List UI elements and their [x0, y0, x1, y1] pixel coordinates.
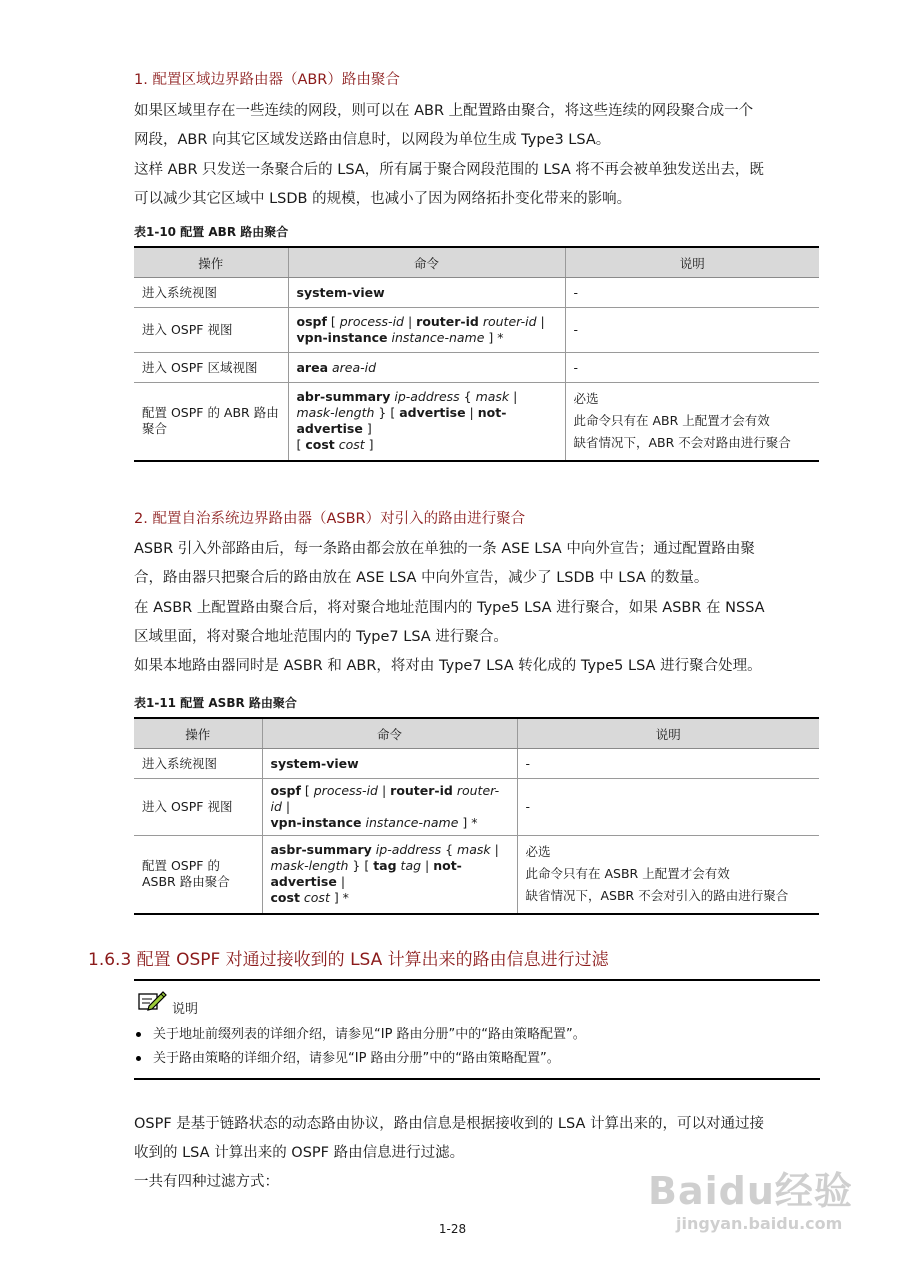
cmd-syntax: | — [377, 783, 391, 798]
operation-cell: 进入 OSPF 区域视图 — [134, 353, 288, 383]
section-heading-filter: 1.6.3 配置 OSPF 对通过接收到的 LSA 计算出来的路由信息进行过滤 — [88, 950, 609, 970]
desc-line: 此命令只有在 ABR 上配置才会有效 — [573, 413, 770, 429]
cmd-keyword: cost — [305, 437, 335, 453]
cmd-argument: mask — [457, 842, 491, 858]
command-cell — [288, 353, 565, 383]
cmd-syntax: ] * — [458, 815, 478, 830]
divider — [134, 1078, 820, 1080]
cmd-syntax: } [ — [348, 858, 374, 874]
cmd-syntax: | — [281, 799, 291, 814]
paragraph — [134, 594, 765, 652]
cmd-keyword: tag — [373, 858, 397, 874]
cmd-argument: ip-address — [394, 389, 460, 405]
description-cell: - — [517, 779, 819, 836]
cmd-keyword: asbr-summary — [270, 842, 372, 858]
cmd-syntax: ] — [362, 421, 372, 437]
paragraph — [134, 97, 753, 155]
paragraph — [134, 1168, 279, 1197]
bullet-dot — [136, 1056, 141, 1061]
table-caption: 表1-11 配置 ASBR 路由聚合 — [134, 696, 297, 710]
asbr-summary-table — [134, 717, 819, 915]
note-icon — [137, 988, 169, 1014]
cmd-argument: mask-length — [296, 405, 375, 421]
cmd-argument: tag — [400, 858, 422, 874]
command-cell — [288, 278, 565, 308]
text-line: 可以减少其它区域中 LSDB 的规模，也减小了因为网络拓扑变化带来的影响。 — [134, 191, 632, 207]
cmd-keyword: vpn-instance — [296, 330, 388, 345]
table-row — [134, 836, 819, 914]
text-line: 一共有四种过滤方式： — [134, 1174, 279, 1190]
note-title: 说明 — [172, 1002, 199, 1017]
cmd-syntax: { — [441, 842, 458, 858]
cmd-keyword: not-advertise — [270, 858, 462, 890]
text-line: 如果本地路由器同时是 ASBR 和 ABR，将对由 Type7 LSA 转化成的 Type5 LSA 进行聚合处理。 — [134, 658, 762, 674]
cmd-keyword: router-id — [416, 314, 479, 329]
text-line: OSPF 是基于链路状态的动态路由协议，路由信息是根据接收到的 LSA 计算出来的，可以对通过接 — [134, 1116, 764, 1132]
table-header-row — [134, 247, 819, 278]
cmd-keyword: vpn-instance — [270, 815, 362, 830]
cmd-keyword: router-id — [390, 783, 453, 798]
cmd-keyword: ospf — [270, 783, 301, 798]
cmd-syntax: ] * — [484, 330, 504, 345]
desc-line: 必选 — [525, 844, 551, 860]
command-cell — [262, 779, 517, 836]
text-line: 合，路由器只把聚合后的路由放在 ASE LSA 中向外宣告，减少了 LSDB 中 LSA 的数量。 — [134, 570, 709, 586]
watermark-logo: Baidu经验 — [648, 1169, 853, 1213]
cmd-keyword: abr-summary — [296, 389, 391, 405]
desc-line: 缺省情况下，ASBR 不会对引入的路由进行聚合 — [525, 888, 789, 904]
bullet-dot — [136, 1032, 141, 1037]
cmd-syntax: } [ — [374, 405, 400, 421]
desc-line: 必选 — [573, 391, 599, 407]
description-cell — [517, 836, 819, 914]
section-heading-abr: 1. 配置区域边界路由器（ABR）路由聚合 — [134, 72, 400, 88]
text-line: ASBR 引入外部路由后，每一条路由都会放在单独的一条 ASE LSA 中向外宣告；通过配置路由聚 — [134, 541, 755, 557]
header-command: 命令 — [288, 247, 565, 278]
description-cell: - — [517, 749, 819, 779]
cmd-keyword: advertise — [399, 405, 466, 421]
table-caption: 表1-10 配置 ABR 路由聚合 — [134, 225, 289, 239]
text-line: 网段，ABR 向其它区域发送路由信息时，以网段为单位生成 Type3 LSA。 — [134, 132, 611, 148]
header-operation: 操作 — [134, 718, 262, 749]
cmd-syntax: [ — [326, 314, 340, 329]
cmd-syntax: | — [490, 842, 499, 858]
cmd-syntax: [ — [296, 437, 306, 453]
table-row — [134, 308, 819, 353]
section-heading-asbr: 2. 配置自治系统边界路由器（ASBR）对引入的路由进行聚合 — [134, 511, 526, 527]
cmd-keyword: not-advertise — [296, 405, 507, 437]
text-line: 收到的 LSA 计算出来的 OSPF 路由信息进行过滤。 — [134, 1145, 465, 1161]
desc-line: 此命令只有在 ASBR 上配置才会有效 — [525, 866, 730, 882]
cmd-syntax: [ — [300, 783, 314, 798]
cmd-argument: mask — [475, 389, 510, 405]
cmd-syntax: | — [421, 858, 434, 874]
operation-cell: 配置 OSPF 的 ABR 路由聚合 — [134, 383, 288, 461]
table-row — [134, 278, 819, 308]
cmd-argument: cost — [338, 437, 365, 453]
list-item — [136, 1023, 586, 1047]
cmd-argument: instance-name — [365, 815, 459, 830]
header-operation: 操作 — [134, 247, 288, 278]
cmd-argument: router-id — [270, 783, 500, 814]
abr-summary-table — [134, 246, 819, 462]
cmd-syntax: { — [459, 389, 476, 405]
table-row — [134, 749, 819, 779]
bullet-text: 关于地址前缀列表的详细介绍，请参见“IP 路由分册”中的“路由策略配置”。 — [153, 1027, 586, 1042]
cmd-argument: cost — [303, 890, 330, 906]
description-cell: - — [565, 353, 819, 383]
cmd-keyword: area — [296, 359, 329, 375]
text-line: 在 ASBR 上配置路由聚合后，将对聚合地址范围内的 Type5 LSA 进行聚合，如果 ASBR 在 NSSA — [134, 600, 765, 616]
paragraph — [134, 156, 764, 214]
paragraph — [134, 652, 762, 681]
header-command: 命令 — [262, 718, 517, 749]
cmd-argument: ip-address — [375, 842, 442, 858]
operation-cell: 进入 OSPF 视图 — [134, 308, 288, 353]
desc-line: 缺省情况下，ABR 不会对路由进行聚合 — [573, 435, 791, 451]
header-description: 说明 — [565, 247, 819, 278]
operation-cell: 配置 OSPF 的 ASBR 路由聚合 — [134, 836, 262, 914]
divider — [134, 979, 820, 981]
table-row — [134, 353, 819, 383]
command-cell — [262, 836, 517, 914]
cmd-argument: process-id — [339, 314, 404, 329]
operation-cell: 进入系统视图 — [134, 278, 288, 308]
cmd-syntax: | — [403, 314, 417, 329]
operation-cell: 进入系统视图 — [134, 749, 262, 779]
cmd-argument: mask-length — [270, 858, 349, 874]
header-description: 说明 — [517, 718, 819, 749]
bullet-text: 关于路由策略的详细介绍，请参见“IP 路由分册”中的“路由策略配置”。 — [153, 1051, 560, 1066]
cmd-keyword: system-view — [270, 755, 359, 771]
command-cell — [288, 308, 565, 353]
description-cell: - — [565, 308, 819, 353]
table-row — [134, 383, 819, 461]
cmd-syntax: ] — [364, 437, 374, 453]
cmd-syntax: | — [536, 314, 545, 329]
watermark-url: jingyan.baidu.com — [676, 1214, 843, 1233]
command-cell — [262, 749, 517, 779]
paragraph — [134, 535, 755, 593]
cmd-argument: instance-name — [391, 330, 485, 345]
cmd-syntax: | — [336, 874, 346, 890]
table-header-row — [134, 718, 819, 749]
table-row — [134, 779, 819, 836]
description-cell — [565, 383, 819, 461]
cmd-syntax: | — [509, 389, 518, 405]
command-cell — [288, 383, 565, 461]
text-line: 区域里面，将对聚合地址范围内的 Type7 LSA 进行聚合。 — [134, 629, 508, 645]
description-cell: - — [565, 278, 819, 308]
cmd-syntax: * — [338, 890, 349, 906]
cmd-syntax: ] — [329, 890, 339, 906]
text-line: 如果区域里存在一些连续的网段，则可以在 ABR 上配置路由聚合，将这些连续的网段聚合成一个 — [134, 103, 754, 119]
cmd-keyword: ospf — [296, 314, 327, 329]
cmd-argument: process-id — [313, 783, 378, 798]
cmd-keyword: cost — [270, 890, 300, 906]
page-number: 1-28 — [438, 1222, 467, 1236]
cmd-syntax: | — [465, 405, 478, 421]
text-line: 这样 ABR 只发送一条聚合后的 LSA，所有属于聚合网段范围的 LSA 将不再会被单独发送出去，既 — [134, 162, 764, 178]
cmd-argument: router-id — [482, 314, 537, 329]
cmd-argument: area-id — [332, 359, 377, 375]
operation-cell: 进入 OSPF 视图 — [134, 779, 262, 836]
cmd-keyword: system-view — [296, 284, 385, 300]
list-item — [136, 1047, 560, 1071]
